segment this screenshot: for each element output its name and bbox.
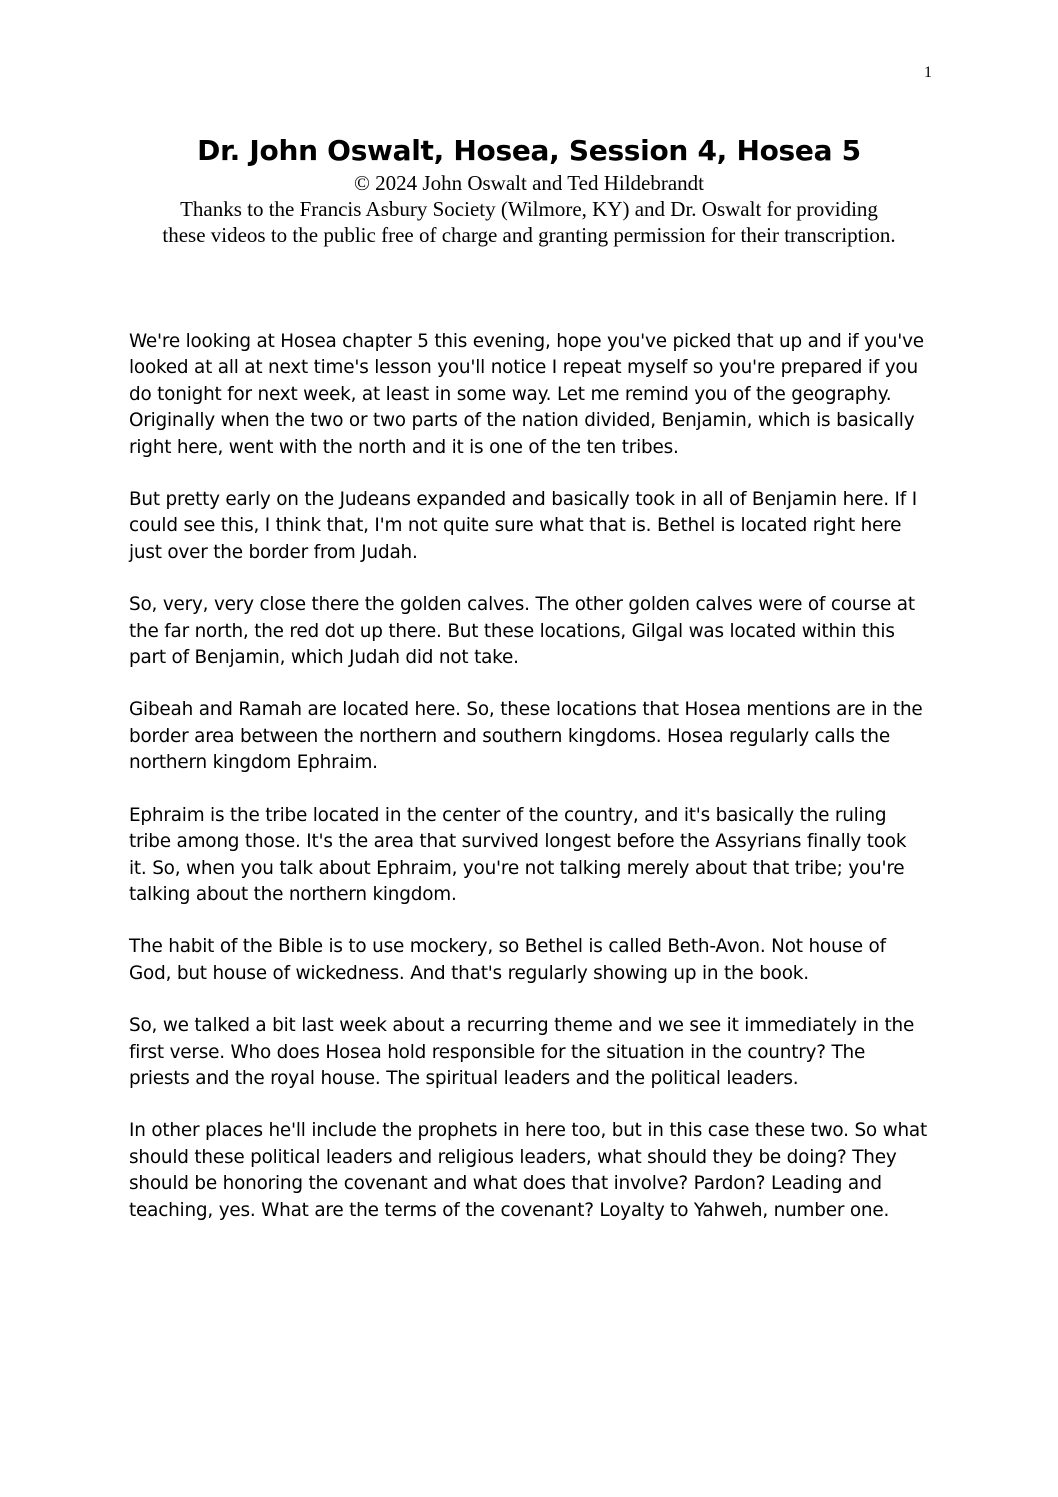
paragraph: We're looking at Hosea chapter 5 this evening, hope you've picked that up and if you've looked at all at next time's lesson you'll notice I repeat myself so you're prepared if you do tonight for next week, at least in some way. Let me remind you of the geography. Originally when the two or two parts of the nation divided, Benjamin, which is basically right here, went with the north and it is one of the ten tribes.	[129, 331, 924, 458]
paragraph: So, very, very close there the golden calves. The other golden calves were of course at the far north, the red dot up there. But these locations, Gilgal was located within this part of Benjamin, which Judah did not take.	[129, 594, 915, 669]
paragraph: So, we talked a bit last week about a recurring theme and we see it immediately in the first verse. Who does Hosea hold responsible for the situation in the country? The priests and the royal house. The spiritual leaders and the political leaders.	[129, 1015, 915, 1089]
page-number: 1	[924, 64, 932, 81]
transcript-body	[129, 329, 929, 1250]
document-header	[129, 132, 929, 248]
paragraph: Gibeah and Ramah are located here. So, these locations that Hosea mentions are in the border area between the northern and southern kingdoms. Hosea regularly calls the northern kingdom Ephraim.	[129, 699, 923, 774]
paragraph: Ephraim is the tribe located in the center of the country, and it's basically the ruling tribe among those. It's the area that survived longest before the Assyrians finally took it. So, when you talk about Ephraim, you're not talking merely about that tribe; you're talking about the northern kingdom.	[129, 804, 907, 905]
paragraph: The habit of the Bible is to use mockery, so Bethel is called Beth-Avon. Not house of God, but house of wickedness. And that's regularly showing up in the book.	[129, 936, 886, 984]
document-title: Dr. John Oswalt, Hosea, Session 4, Hosea 5	[197, 134, 861, 167]
paragraph: But pretty early on the Judeans expanded and basically took in all of Benjamin here. If I could see this, I think that, I'm not quite sure what that is. Bethel is located right here just over the border from Judah.	[129, 489, 917, 563]
paragraph: In other places he'll include the prophets in here too, but in this case these two. So what should these political leaders and religious leaders, what should they be doing? They should be honoring the covenant and what does that involve? Pardon? Leading and teaching, yes. What are the terms of the covenant? Loyalty to Yahweh, number one.	[129, 1120, 928, 1221]
copyright-line: © 2024 John Oswalt and Ted Hildebrandt	[353, 171, 705, 195]
acknowledgement: Thanks to the Francis Asbury Society (Wilmore, KY) and Dr. Oswalt for providing these videos to the public free of charge and granting permission for their transcription.	[162, 197, 896, 247]
